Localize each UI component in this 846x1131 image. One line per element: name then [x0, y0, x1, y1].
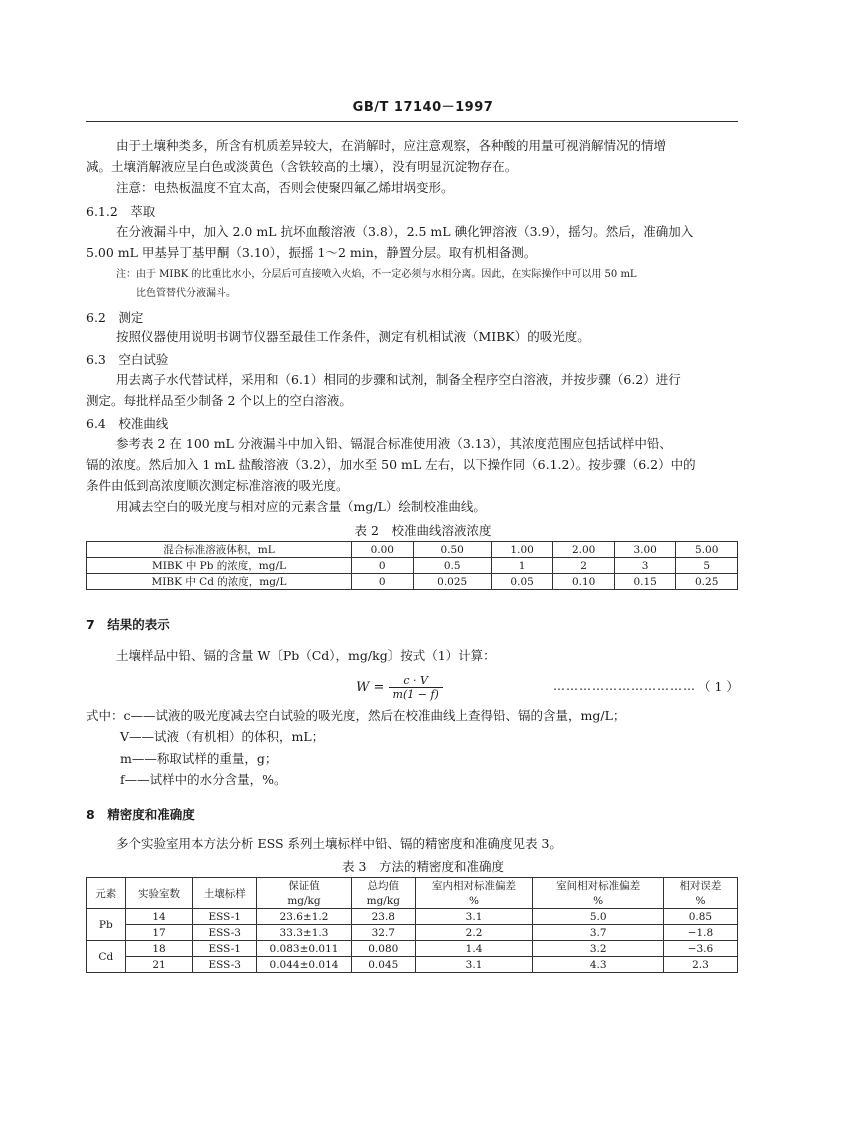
- table-cell: 混合标准溶液体积，mL: [87, 542, 352, 558]
- section-6-1-2: 6.1.2 萃取: [86, 204, 156, 219]
- table-2-caption: 表 2 校准曲线溶液浓度: [354, 523, 492, 538]
- table-cell: 1.00: [491, 542, 553, 558]
- table-cell: 14: [125, 909, 193, 925]
- para-2b: 5.00 mL 甲基异丁基甲酮（3.10），振摇 1～2 min，静置分层。取有机相备测。: [86, 245, 537, 260]
- table-row: [87, 957, 738, 973]
- formula-denominator: m(1 − f): [392, 688, 439, 701]
- table-cell: ESS-1: [193, 941, 257, 957]
- table-cell: MIBK 中 Pb 的浓度，mg/L: [87, 558, 352, 574]
- table-cell: 3.00: [614, 542, 676, 558]
- table-cell: −3.6: [663, 941, 737, 957]
- where-c: 式中：c——试液的吸光度减去空白试验的吸光度，然后在校准曲线上查得铅、镉的含量，mg/L；: [86, 708, 626, 723]
- table-header-cell: mg/kg: [257, 893, 352, 909]
- formula-numerator: c · V: [389, 674, 443, 688]
- table-cell: 0.025: [413, 574, 491, 590]
- table-cell: 2.00: [553, 542, 615, 558]
- section-8-title: 8 精密度和准确度: [86, 807, 195, 822]
- table-cell: ESS-3: [193, 957, 257, 973]
- table-cell: 0.15: [614, 574, 676, 590]
- table-cell: 0.044±0.014: [257, 957, 352, 973]
- standard-header: GB/T 17140－1997: [352, 100, 494, 115]
- table-cell: −1.8: [663, 925, 737, 941]
- table-header-cell: %: [533, 893, 663, 909]
- table-cell: 1: [491, 558, 553, 574]
- table-cell: 17: [125, 925, 193, 941]
- table-cell: 0.10: [553, 574, 615, 590]
- table-cell: 23.8: [351, 909, 415, 925]
- table-cell: 2.3: [663, 957, 737, 973]
- table-header-cell: 相对误差: [663, 878, 737, 894]
- section-6-3: 6.3 空白试验: [86, 352, 169, 367]
- element-cell: Cd: [87, 941, 126, 973]
- table-row: [87, 574, 738, 590]
- table-header-cell: 保证值: [257, 878, 352, 894]
- section-6-2: 6.2 测定: [86, 310, 144, 325]
- para-5c: 条件由低到高浓度顺次测定标准溶液的吸光度。: [86, 478, 349, 493]
- table-cell: 5.0: [533, 909, 663, 925]
- table-cell: ESS-3: [193, 925, 257, 941]
- section-7-title: 7 结果的表示: [86, 617, 170, 632]
- table-cell: 2: [553, 558, 615, 574]
- section-8-intro: 多个实验室用本方法分析 ESS 系列土壤标样中铅、镉的精密度和准确度见表 3。: [116, 836, 562, 851]
- table-header-cell: 实验室数: [125, 878, 193, 909]
- table-cell: 0: [352, 558, 414, 574]
- table-cell: 0.25: [676, 574, 738, 590]
- table-cell: 0.85: [663, 909, 737, 925]
- table-cell: 0.5: [413, 558, 491, 574]
- note-2: 比色管替代分液漏斗。: [136, 288, 236, 299]
- table-row: [87, 558, 738, 574]
- table-cell: 0.045: [351, 957, 415, 973]
- table-header-cell: 总均值: [351, 878, 415, 894]
- table-cell: 23.6±1.2: [257, 909, 352, 925]
- table-header-cell: %: [415, 893, 533, 909]
- section-7-intro: 土壤样品中铅、镉的含量 W〔Pb（Cd），mg/kg〕按式（1）计算：: [116, 648, 496, 663]
- table-row: [87, 909, 738, 925]
- table-cell: 2.2: [415, 925, 533, 941]
- table-header-cell: 室间相对标准偏差: [533, 878, 663, 894]
- table-cell: 32.7: [351, 925, 415, 941]
- table-cell: 3.1: [415, 909, 533, 925]
- para-5a: 参考表 2 在 100 mL 分液漏斗中加入铅、镉混合标准使用液（3.13），其浓度范围应包括试样中铅、: [116, 436, 672, 451]
- para-4b: 测定。每批样品至少制备 2 个以上的空白溶液。: [86, 393, 352, 408]
- table-cell: 18: [125, 941, 193, 957]
- para-1b: 减。土壤消解液应呈白色或淡黄色（含铁较高的土壤），没有明显沉淀物存在。: [86, 159, 518, 174]
- header-rule: [86, 121, 738, 122]
- table-cell: 0.080: [351, 941, 415, 957]
- where-v: V——试液（有机相）的体积，mL；: [120, 729, 325, 744]
- where-f: f——试样中的水分含量，%。: [120, 772, 287, 787]
- table-cell: 33.3±1.3: [257, 925, 352, 941]
- table-cell: 1.4: [415, 941, 533, 957]
- section-6-4: 6.4 校准曲线: [86, 416, 169, 431]
- para-5d: 用减去空白的吸光度与相对应的元素含量（mg/L）绘制校准曲线。: [116, 499, 486, 514]
- table-cell: 0.00: [352, 542, 414, 558]
- para-3: 按照仪器使用说明书调节仪器至最佳工作条件，测定有机相试液（MIBK）的吸光度。: [116, 329, 590, 344]
- where-m: m——称取试样的重量，g；: [120, 751, 278, 766]
- table-cell: 3.2: [533, 941, 663, 957]
- element-cell: Pb: [87, 909, 126, 941]
- para-2a: 在分液漏斗中，加入 2.0 mL 抗坏血酸溶液（3.8），2.5 mL 碘化钾溶液（3.9），摇匀。然后，准确加入: [116, 224, 694, 239]
- table-cell: 3.7: [533, 925, 663, 941]
- table-row: [87, 542, 738, 558]
- table-header-cell: mg/kg: [351, 893, 415, 909]
- table-cell: 3: [614, 558, 676, 574]
- para-5b: 镉的浓度。然后加入 1 mL 盐酸溶液（3.2），加水至 50 mL 左右，以下操作同（6.1.2）。按步骤（6.2）中的: [86, 457, 696, 472]
- table-cell: 0: [352, 574, 414, 590]
- formula-1: [356, 674, 443, 701]
- formula-fraction: [389, 674, 443, 701]
- table-cell: 0.05: [491, 574, 553, 590]
- table-cell: 4.3: [533, 957, 663, 973]
- formula-number: （ 1 ）: [698, 679, 739, 694]
- para-1c: 注意：电热板温度不宜太高，否则会使聚四氟乙烯坩埚变形。: [116, 180, 454, 195]
- table-header-cell: 元素: [87, 878, 126, 909]
- note-1: 注：由于 MIBK 的比重比水小，分层后可直接喷入火焰，不一定必须与水相分离。因此，在实际操作中可以用 50 mL: [116, 269, 637, 280]
- table-header-row: [87, 878, 738, 894]
- formula-lhs: W =: [356, 680, 385, 695]
- table-cell: 3.1: [415, 957, 533, 973]
- table-cell: 0.083±0.011: [257, 941, 352, 957]
- table-3: [86, 877, 738, 973]
- para-1a: 由于土壤种类多，所含有机质差异较大，在消解时，应注意观察，各种酸的用量可视消解情况的情增: [116, 138, 667, 153]
- table-cell: 21: [125, 957, 193, 973]
- table-row: [87, 925, 738, 941]
- para-4a: 用去离子水代替试样，采用和（6.1）相同的步骤和试剂，制备全程序空白溶液，并按步骤（6.2）进行: [116, 372, 681, 387]
- formula-leader-dots: ……………………………: [553, 679, 696, 693]
- table-cell: MIBK 中 Cd 的浓度，mg/L: [87, 574, 352, 590]
- table-header-cell: %: [663, 893, 737, 909]
- table-3-caption: 表 3 方法的精密度和准确度: [342, 859, 504, 874]
- table-cell: 5: [676, 558, 738, 574]
- table-header-cell: 室内相对标准偏差: [415, 878, 533, 894]
- table-cell: 0.50: [413, 542, 491, 558]
- table-header-cell: 土壤标样: [193, 878, 257, 909]
- table-row: [87, 941, 738, 957]
- table-2: [86, 541, 738, 590]
- table-cell: 5.00: [676, 542, 738, 558]
- table-cell: ESS-1: [193, 909, 257, 925]
